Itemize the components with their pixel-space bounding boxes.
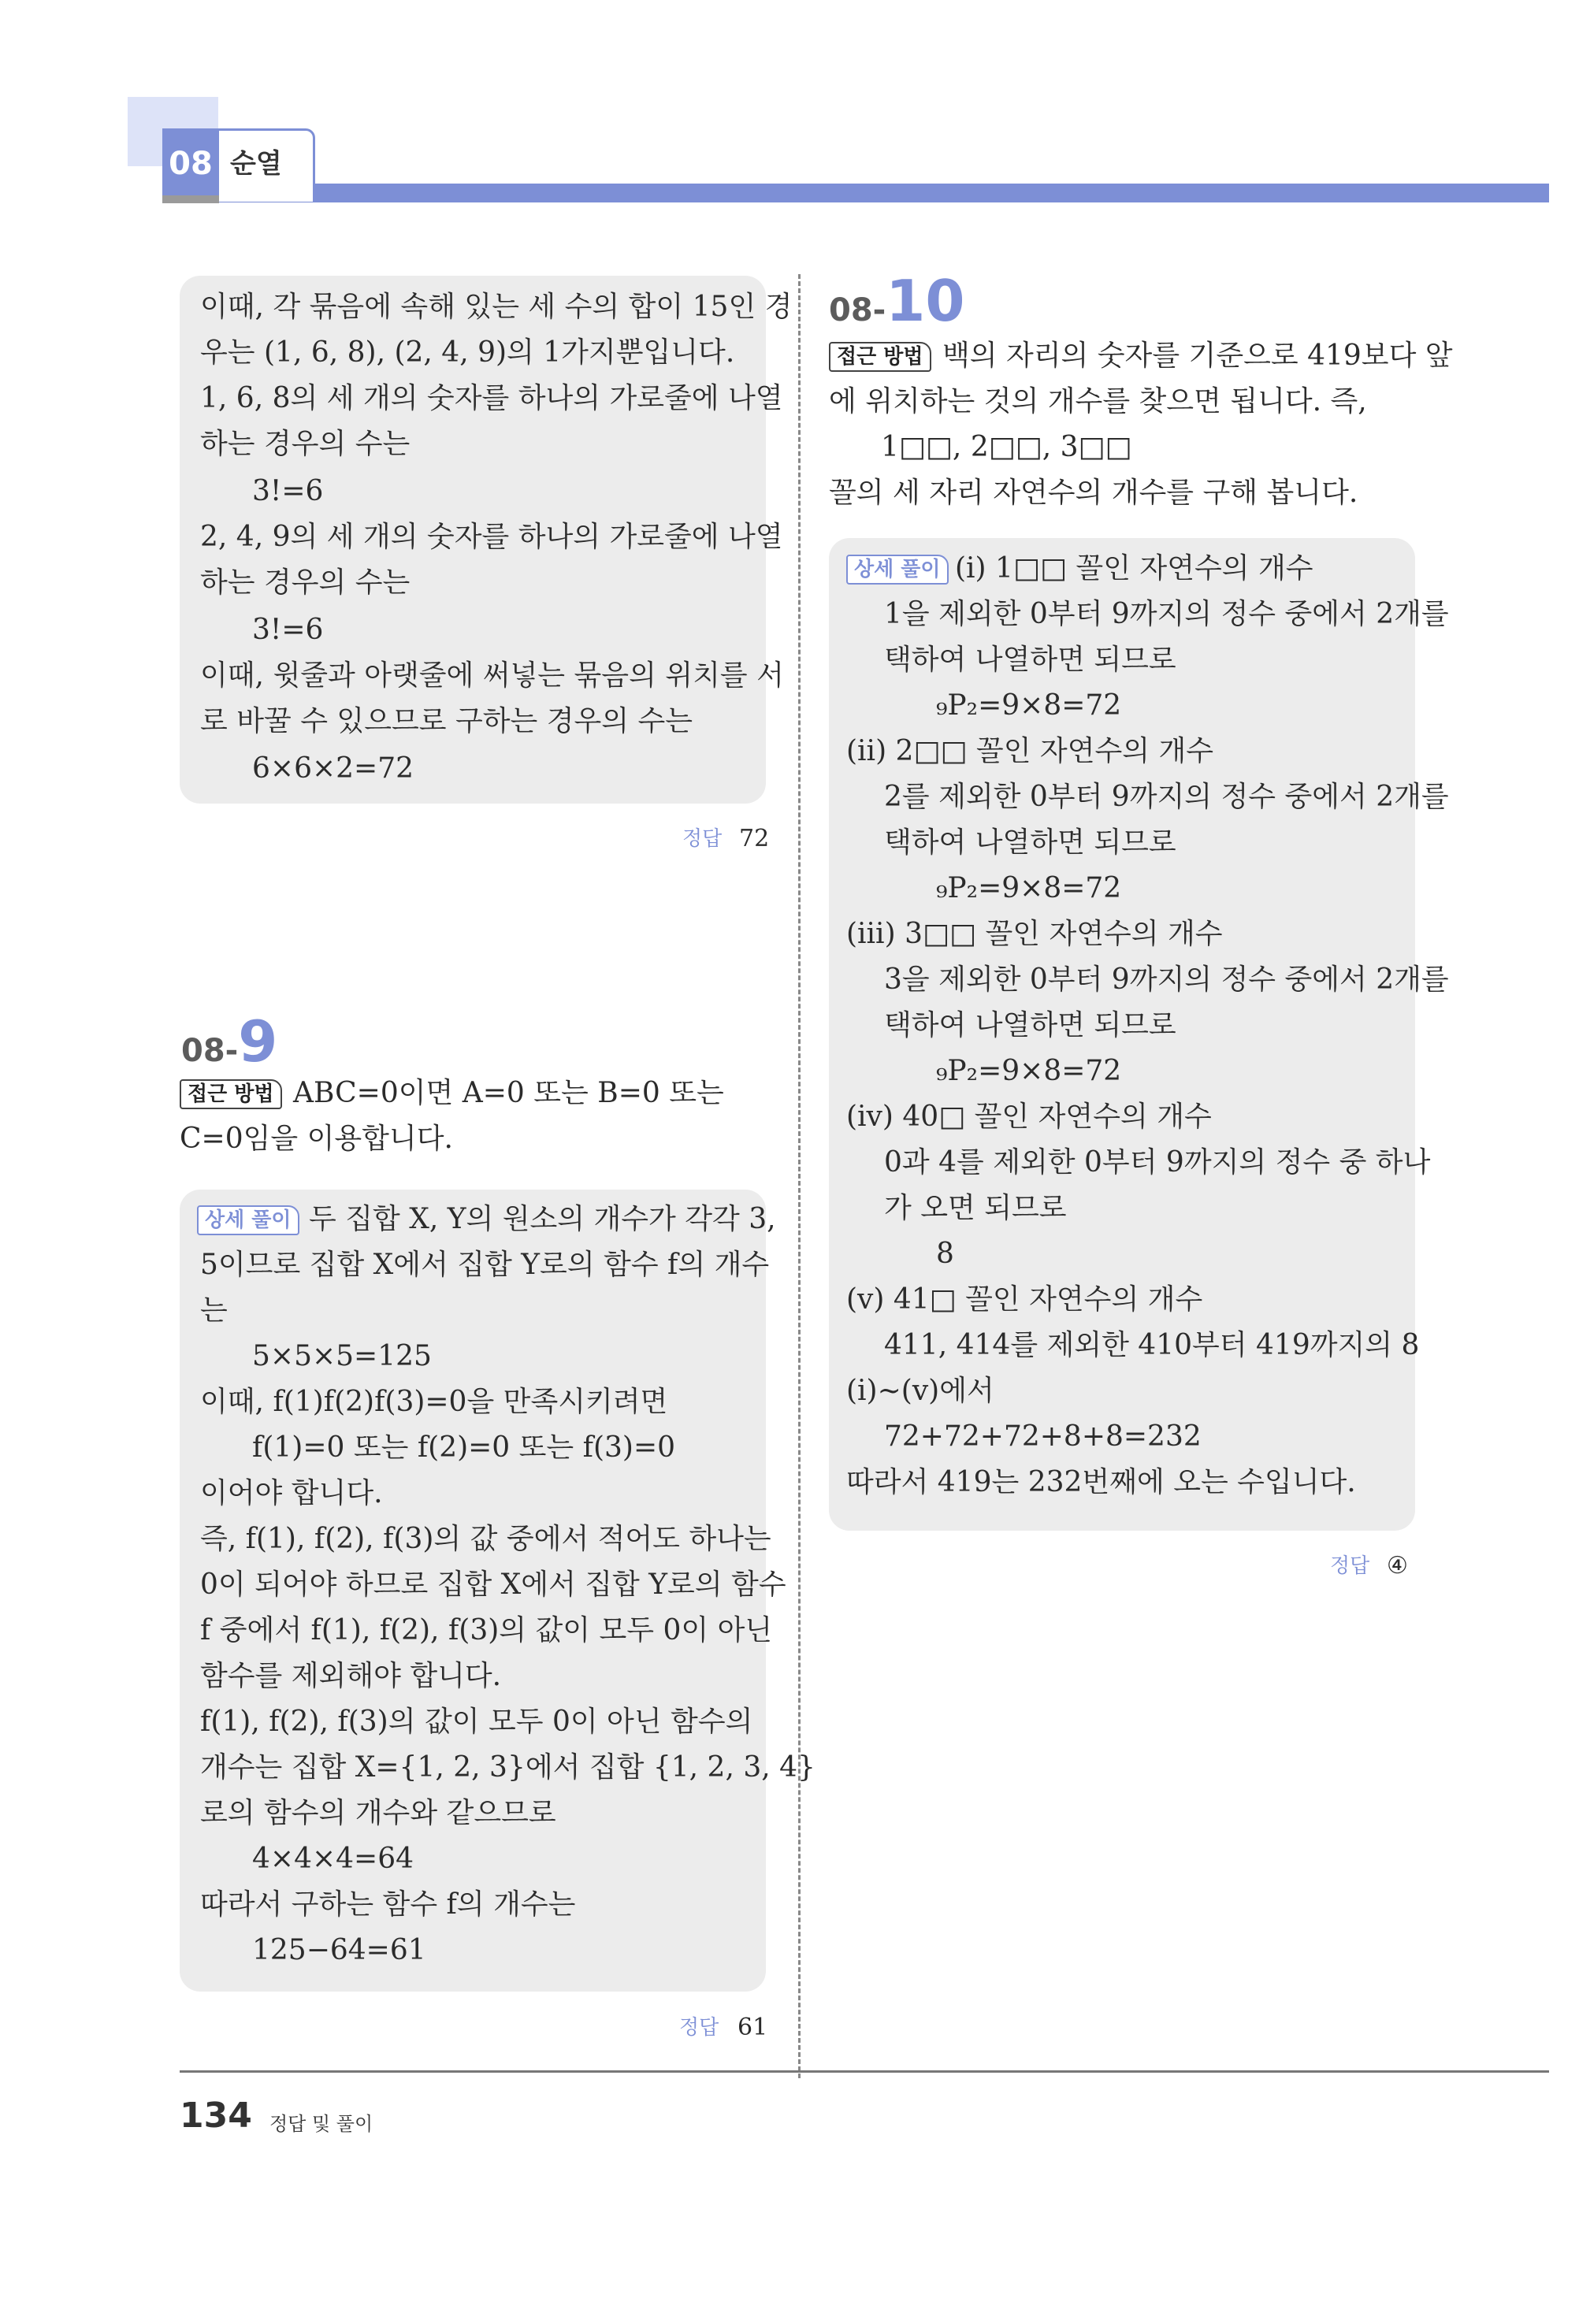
column-divider xyxy=(798,274,801,2078)
text-line: 이어야 합니다. xyxy=(200,1477,383,1509)
page-number: 134 xyxy=(180,2096,252,2136)
answer-label: 정답 xyxy=(682,827,723,851)
text-line: 이때, 윗줄과 아랫줄에 써넣는 묶음의 위치를 서 xyxy=(200,659,784,692)
text-line: 개수는 집합 X={1, 2, 3}에서 집합 {1, 2, 3, 4} xyxy=(200,1751,816,1784)
formula-line: 125−64=61 xyxy=(252,1934,426,1966)
text-line: 택하여 나열하면 되므로 xyxy=(884,1009,1176,1041)
approach-line: ABC=0이면 A=0 또는 B=0 또는 xyxy=(293,1077,724,1109)
formula-line: 72+72+72+8+8=232 xyxy=(884,1420,1202,1453)
text-line: 따라서 구하는 함수 f의 개수는 xyxy=(200,1888,576,1921)
text-line: 2를 제외한 0부터 9까지의 정수 중에서 2개를 xyxy=(884,781,1449,813)
approach-line: 백의 자리의 숫자를 기준으로 419보다 앞 xyxy=(942,340,1453,372)
formula-line: ₉P₂=9×8=72 xyxy=(936,872,1122,904)
text-line: 두 집합 X, Y의 원소의 개수가 각각 3, xyxy=(309,1203,776,1235)
text-line: (ⅰ) 1□□ 꼴인 자연수의 개수 xyxy=(955,552,1313,585)
text-line: 1, 6, 8의 세 개의 숫자를 하나의 가로줄에 나열 xyxy=(200,382,783,414)
text-line: 1을 제외한 0부터 9까지의 정수 중에서 2개를 xyxy=(884,598,1449,630)
text-line: 는 xyxy=(200,1294,228,1327)
footer-rule xyxy=(180,2070,1549,2073)
answer-value: 72 xyxy=(739,825,770,852)
approach-line: 1□□, 2□□, 3□□ xyxy=(881,431,1132,463)
text-line: 로 바꿀 수 있으므로 구하는 경우의 수는 xyxy=(200,705,693,737)
text-line: (ⅰ)~(ⅴ)에서 xyxy=(846,1375,994,1407)
header-accent xyxy=(162,195,219,203)
text-line: 로의 함수의 개수와 같으므로 xyxy=(200,1797,556,1829)
text-line: f 중에서 f(1), f(2), f(3)의 값이 모두 0이 아닌 xyxy=(200,1614,773,1646)
formula-line: 4×4×4=64 xyxy=(252,1843,414,1875)
answer-label: 정답 xyxy=(1330,1554,1370,1578)
problem-10-heading xyxy=(829,268,964,334)
approach-line: C=0임을 이용합니다. xyxy=(180,1123,453,1155)
approach-line: 에 위치하는 것의 개수를 찾으면 됩니다. 즉, xyxy=(829,385,1367,418)
text-line: 따라서 419는 232번째에 오는 수입니다. xyxy=(846,1466,1356,1498)
approach-tag: 접근 방법 xyxy=(829,342,931,372)
problem-9-heading xyxy=(181,1008,277,1075)
text-line: 5이므로 집합 X에서 집합 Y로의 함수 f의 개수 xyxy=(200,1249,770,1281)
text-line: 하는 경우의 수는 xyxy=(200,566,411,599)
solution-tag: 상세 풀이 xyxy=(846,555,949,585)
text-line: (ⅴ) 41□ 꼴인 자연수의 개수 xyxy=(846,1283,1203,1316)
problem-number: 9 xyxy=(238,1008,278,1075)
problem-prefix: 08- xyxy=(829,292,886,329)
chapter-number: 08 xyxy=(162,128,219,199)
chapter-title: 순열 xyxy=(230,148,282,180)
text-line: 함수를 제외해야 합니다. xyxy=(200,1660,502,1692)
text-line: 0과 4를 제외한 0부터 9까지의 정수 중 하나 xyxy=(884,1146,1431,1179)
text-line: (ⅳ) 40□ 꼴인 자연수의 개수 xyxy=(846,1101,1212,1133)
problem-prefix: 08- xyxy=(181,1033,239,1069)
header-rule xyxy=(162,184,1549,202)
answer-label: 정답 xyxy=(679,2016,719,2040)
problem-number: 10 xyxy=(886,268,965,334)
solution-tag: 상세 풀이 xyxy=(197,1205,299,1235)
approach-tag: 접근 방법 xyxy=(180,1079,282,1109)
formula-line: ₉P₂=9×8=72 xyxy=(936,689,1122,722)
text-line: 택하여 나열하면 되므로 xyxy=(884,826,1176,859)
text-line: (ⅱ) 2□□ 꼴인 자연수의 개수 xyxy=(846,735,1214,767)
answer-value: 61 xyxy=(737,2014,768,2041)
formula-line: 5×5×5=125 xyxy=(252,1340,432,1372)
formula-line: 8 xyxy=(936,1238,954,1270)
formula-line: f(1)=0 또는 f(2)=0 또는 f(3)=0 xyxy=(252,1431,676,1464)
formula-line: 3!=6 xyxy=(252,614,324,646)
formula-line: 3!=6 xyxy=(252,475,324,507)
formula-line: 6×6×2=72 xyxy=(252,752,414,785)
text-line: 0이 되어야 하므로 집합 X에서 집합 Y로의 함수 xyxy=(200,1569,786,1601)
text-line: 즉, f(1), f(2), f(3)의 값 중에서 적어도 하나는 xyxy=(200,1523,771,1555)
text-line: (ⅲ) 3□□ 꼴인 자연수의 개수 xyxy=(846,918,1223,950)
answer-value: ④ xyxy=(1387,1552,1408,1580)
text-line: 411, 414를 제외한 410부터 419까지의 8 xyxy=(884,1329,1420,1361)
text-line: 이때, 각 묶음에 속해 있는 세 수의 합이 15인 경 xyxy=(200,291,793,323)
text-line: 가 오면 되므로 xyxy=(884,1192,1067,1224)
text-line: 하는 경우의 수는 xyxy=(200,428,411,460)
text-line: 택하여 나열하면 되므로 xyxy=(884,644,1176,676)
approach-line: 꼴의 세 자리 자연수의 개수를 구해 봅니다. xyxy=(829,477,1358,509)
footer-title: 정답 및 풀이 xyxy=(269,2113,373,2135)
text-line: 3을 제외한 0부터 9까지의 정수 중에서 2개를 xyxy=(884,963,1449,996)
text-line: 이때, f(1)f(2)f(3)=0을 만족시키려면 xyxy=(200,1386,668,1418)
text-line: 2, 4, 9의 세 개의 숫자를 하나의 가로줄에 나열 xyxy=(200,521,783,553)
text-line: f(1), f(2), f(3)의 값이 모두 0이 아닌 함수의 xyxy=(200,1706,753,1738)
text-line: 우는 (1, 6, 8), (2, 4, 9)의 1가지뿐입니다. xyxy=(200,336,735,369)
formula-line: ₉P₂=9×8=72 xyxy=(936,1055,1122,1087)
